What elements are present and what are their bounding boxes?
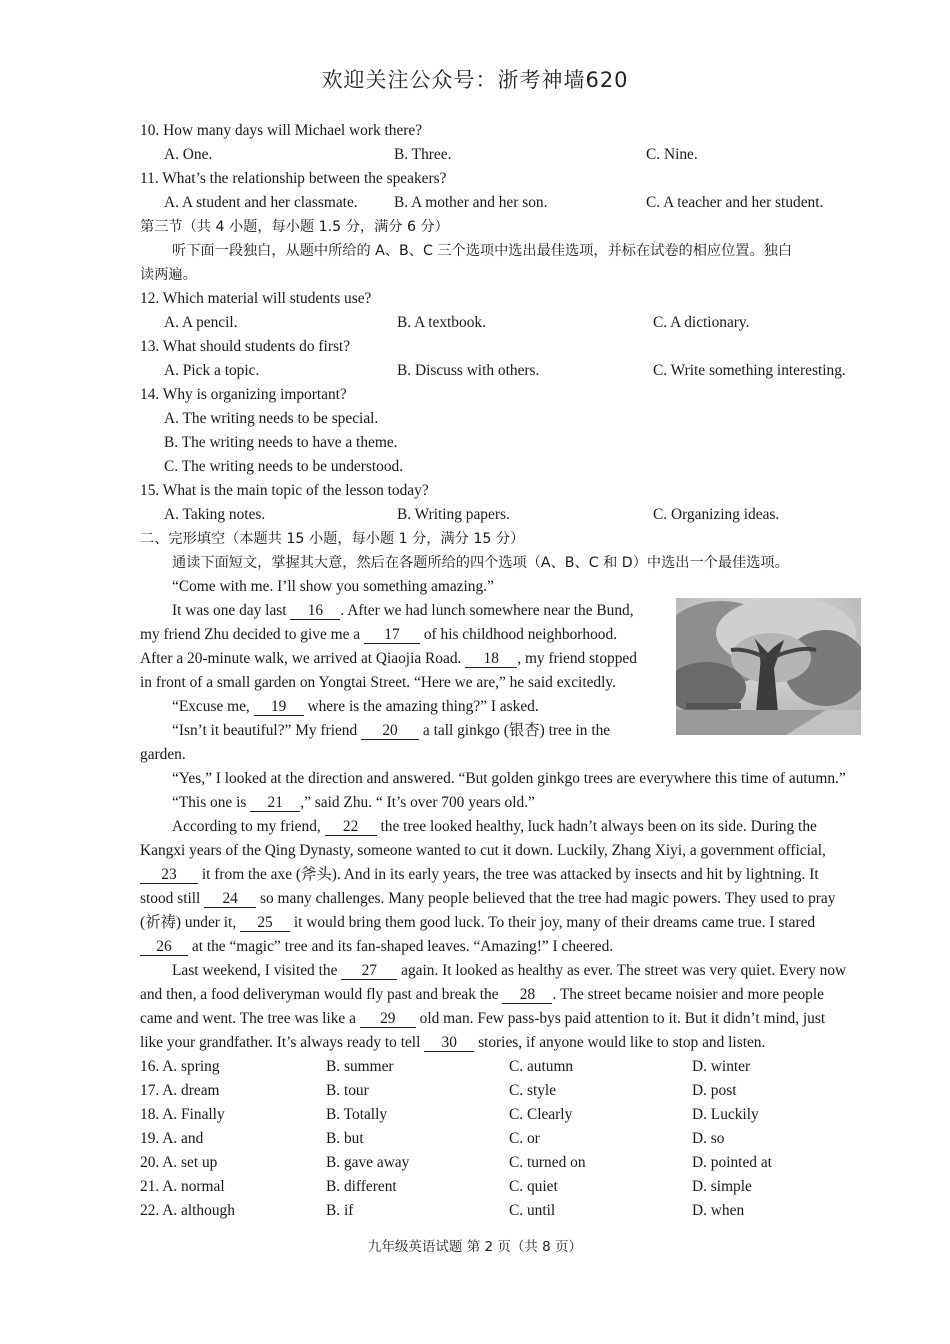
question-10-stem: 10. How many days will Michael work there?	[140, 122, 423, 139]
blank-25[interactable]: 25	[240, 915, 290, 932]
question-15-option-a: A. Taking notes.	[164, 506, 266, 523]
question-15-stem: 15. What is the main topic of the lesson today?	[140, 482, 429, 499]
blank-23[interactable]: 23	[140, 867, 198, 884]
question-10-option-a: A. One.	[164, 146, 213, 163]
blank-19[interactable]: 19	[254, 699, 304, 716]
option-21-d: D. simple	[692, 1178, 752, 1195]
section-3-title: 第三节（共 4 小题，每小题 1.5 分，满分 6 分）	[140, 219, 449, 235]
blank-18[interactable]: 18	[465, 651, 517, 668]
passage-line: came and went. The tree was like a 29 old man. Few pass-bys paid attention to it. But it didn’t mind, just	[140, 1010, 826, 1027]
question-11-option-b: B. A mother and her son.	[394, 194, 548, 211]
blank-29[interactable]: 29	[360, 1011, 416, 1028]
option-22-c: C. until	[509, 1202, 556, 1219]
option-20-c: C. turned on	[509, 1154, 586, 1171]
blank-20[interactable]: 20	[361, 723, 419, 740]
option-21-b: B. different	[326, 1178, 397, 1195]
blank-21[interactable]: 21	[250, 795, 300, 812]
question-10-option-b: B. Three.	[394, 146, 452, 163]
option-16-a: 16. A. spring	[140, 1058, 220, 1075]
option-21-c: C. quiet	[509, 1178, 558, 1195]
question-14-option-a: A. The writing needs to be special.	[164, 410, 379, 427]
question-13-option-a: A. Pick a topic.	[164, 362, 260, 379]
option-19-d: D. so	[692, 1130, 725, 1147]
passage-line: garden.	[140, 746, 186, 763]
question-11-stem: 11. What’s the relationship between the speakers?	[140, 170, 447, 187]
passage-line: my friend Zhu decided to give me a 17 of his childhood neighborhood.	[140, 626, 618, 643]
passage-line: “Come with me. I’ll show you something amazing.”	[172, 578, 494, 595]
section-3-instructions-line2: 读两遍。	[140, 267, 197, 283]
passage-line: 26 at the “magic” tree and its fan-shaped leaves. “Amazing!” I cheered.	[140, 937, 613, 957]
option-17-b: B. tour	[326, 1082, 369, 1099]
passage-line: like your grandfather. It’s always ready to tell 30 stories, if anyone would like to stop and listen.	[140, 1034, 766, 1051]
question-14-option-c: C. The writing needs to be understood.	[164, 458, 404, 475]
option-19-a: 19. A. and	[140, 1130, 204, 1147]
question-13-stem: 13. What should students do first?	[140, 338, 351, 355]
page-footer: 九年级英语试题 第 2 页（共 8 页）	[367, 1239, 583, 1255]
option-17-c: C. style	[509, 1082, 557, 1099]
question-12-option-a: A. A pencil.	[164, 314, 238, 331]
question-10-option-c: C. Nine.	[646, 146, 698, 163]
option-16-c: C. autumn	[509, 1058, 574, 1075]
option-21-a: 21. A. normal	[140, 1178, 225, 1195]
question-15-option-c: C. Organizing ideas.	[653, 506, 780, 523]
blank-28[interactable]: 28	[502, 987, 552, 1004]
passage-line: and then, a food deliveryman would fly past and break the 28 . The street became noisier and more people	[140, 986, 824, 1003]
passage-line: stood still 24 so many challenges. Many people believed that the tree had magic powers. They used to pray	[140, 890, 836, 907]
option-20-a: 20. A. set up	[140, 1154, 218, 1171]
question-12-option-b: B. A textbook.	[397, 314, 486, 331]
option-16-b: B. summer	[326, 1058, 394, 1075]
question-14-stem: 14. Why is organizing important?	[140, 386, 347, 403]
passage-line: “Excuse me, 19 where is the amazing thing?” I asked.	[172, 698, 539, 715]
option-22-d: D. when	[692, 1202, 745, 1219]
question-11-option-a: A. A student and her classmate.	[164, 194, 358, 211]
question-15-option-b: B. Writing papers.	[397, 506, 510, 523]
section-3-instructions-line1: 听下面一段独白，从题中所给的 A、B、C 三个选项中选出最佳选项，并标在试卷的相应位置。独白	[172, 243, 793, 259]
question-14-option-b: B. The writing needs to have a theme.	[164, 434, 398, 451]
option-17-a: 17. A. dream	[140, 1082, 220, 1099]
option-19-c: C. or	[509, 1130, 540, 1147]
option-18-b: B. Totally	[326, 1106, 388, 1123]
option-22-a: 22. A. although	[140, 1202, 235, 1219]
option-17-d: D. post	[692, 1082, 737, 1099]
passage-line: After a 20-minute walk, we arrived at Qiaojia Road. 18 , my friend stopped	[140, 650, 637, 667]
question-13-option-b: B. Discuss with others.	[397, 362, 540, 379]
passage-line: “Isn’t it beautiful?” My friend 20 a tall ginkgo (银杏) tree in the	[172, 722, 611, 739]
passage-line: Last weekend, I visited the 27 again. It looked as healthy as ever. The street was very quiet. Every now	[172, 962, 847, 979]
passage-line: (祈祷) under it, 25 it would bring them good luck. To their joy, many of their dreams came true. I stared	[140, 914, 816, 931]
blank-26[interactable]: 26	[140, 939, 188, 956]
passage-line: Kangxi years of the Qing Dynasty, someone wanted to cut it down. Luckily, Zhang Xiyi, a government official,	[140, 842, 826, 859]
blank-27[interactable]: 27	[341, 963, 397, 980]
ginkgo-tree-photo	[676, 598, 861, 735]
option-18-a: 18. A. Finally	[140, 1106, 225, 1123]
passage-line: 23 it from the axe (斧头). And in its early years, the tree was attacked by insects and hit by lightning. It	[140, 865, 819, 885]
part-2-instructions: 通读下面短文，掌握其大意，然后在各题所给的四个选项（A、B、C 和 D）中选出一个最佳选项。	[172, 555, 789, 571]
option-22-b: B. if	[326, 1202, 354, 1219]
part-2-title: 二、完形填空（本题共 15 小题，每小题 1 分，满分 15 分）	[140, 531, 525, 547]
passage-line: According to my friend, 22 the tree looked healthy, luck hadn’t always been on its side. During the	[172, 818, 817, 835]
page-header-watermark: 欢迎关注公众号：浙考神墙620	[321, 68, 629, 92]
blank-17[interactable]: 17	[364, 627, 420, 644]
option-20-d: D. pointed at	[692, 1154, 772, 1171]
passage-line: “This one is 21 ,” said Zhu. “ It’s over 700 years old.”	[172, 794, 535, 811]
question-13-option-c: C. Write something interesting.	[653, 362, 846, 379]
option-16-d: D. winter	[692, 1058, 751, 1075]
question-12-option-c: C. A dictionary.	[653, 314, 750, 331]
passage-line: It was one day last 16 . After we had lunch somewhere near the Bund,	[172, 602, 634, 619]
blank-16[interactable]: 16	[290, 603, 340, 620]
passage-line: “Yes,” I looked at the direction and answered. “But golden ginkgo trees are everywhere this time of autumn.”	[172, 770, 846, 787]
passage-line: in front of a small garden on Yongtai Street. “Here we are,” he said excitedly.	[140, 674, 616, 691]
blank-30[interactable]: 30	[424, 1035, 474, 1052]
blank-22[interactable]: 22	[325, 819, 377, 836]
question-12-stem: 12. Which material will students use?	[140, 290, 372, 307]
question-11-option-c: C. A teacher and her student.	[646, 194, 824, 211]
option-20-b: B. gave away	[326, 1154, 410, 1171]
option-18-c: C. Clearly	[509, 1106, 573, 1123]
blank-24[interactable]: 24	[204, 891, 256, 908]
option-18-d: D. Luckily	[692, 1106, 759, 1123]
option-19-b: B. but	[326, 1130, 364, 1147]
